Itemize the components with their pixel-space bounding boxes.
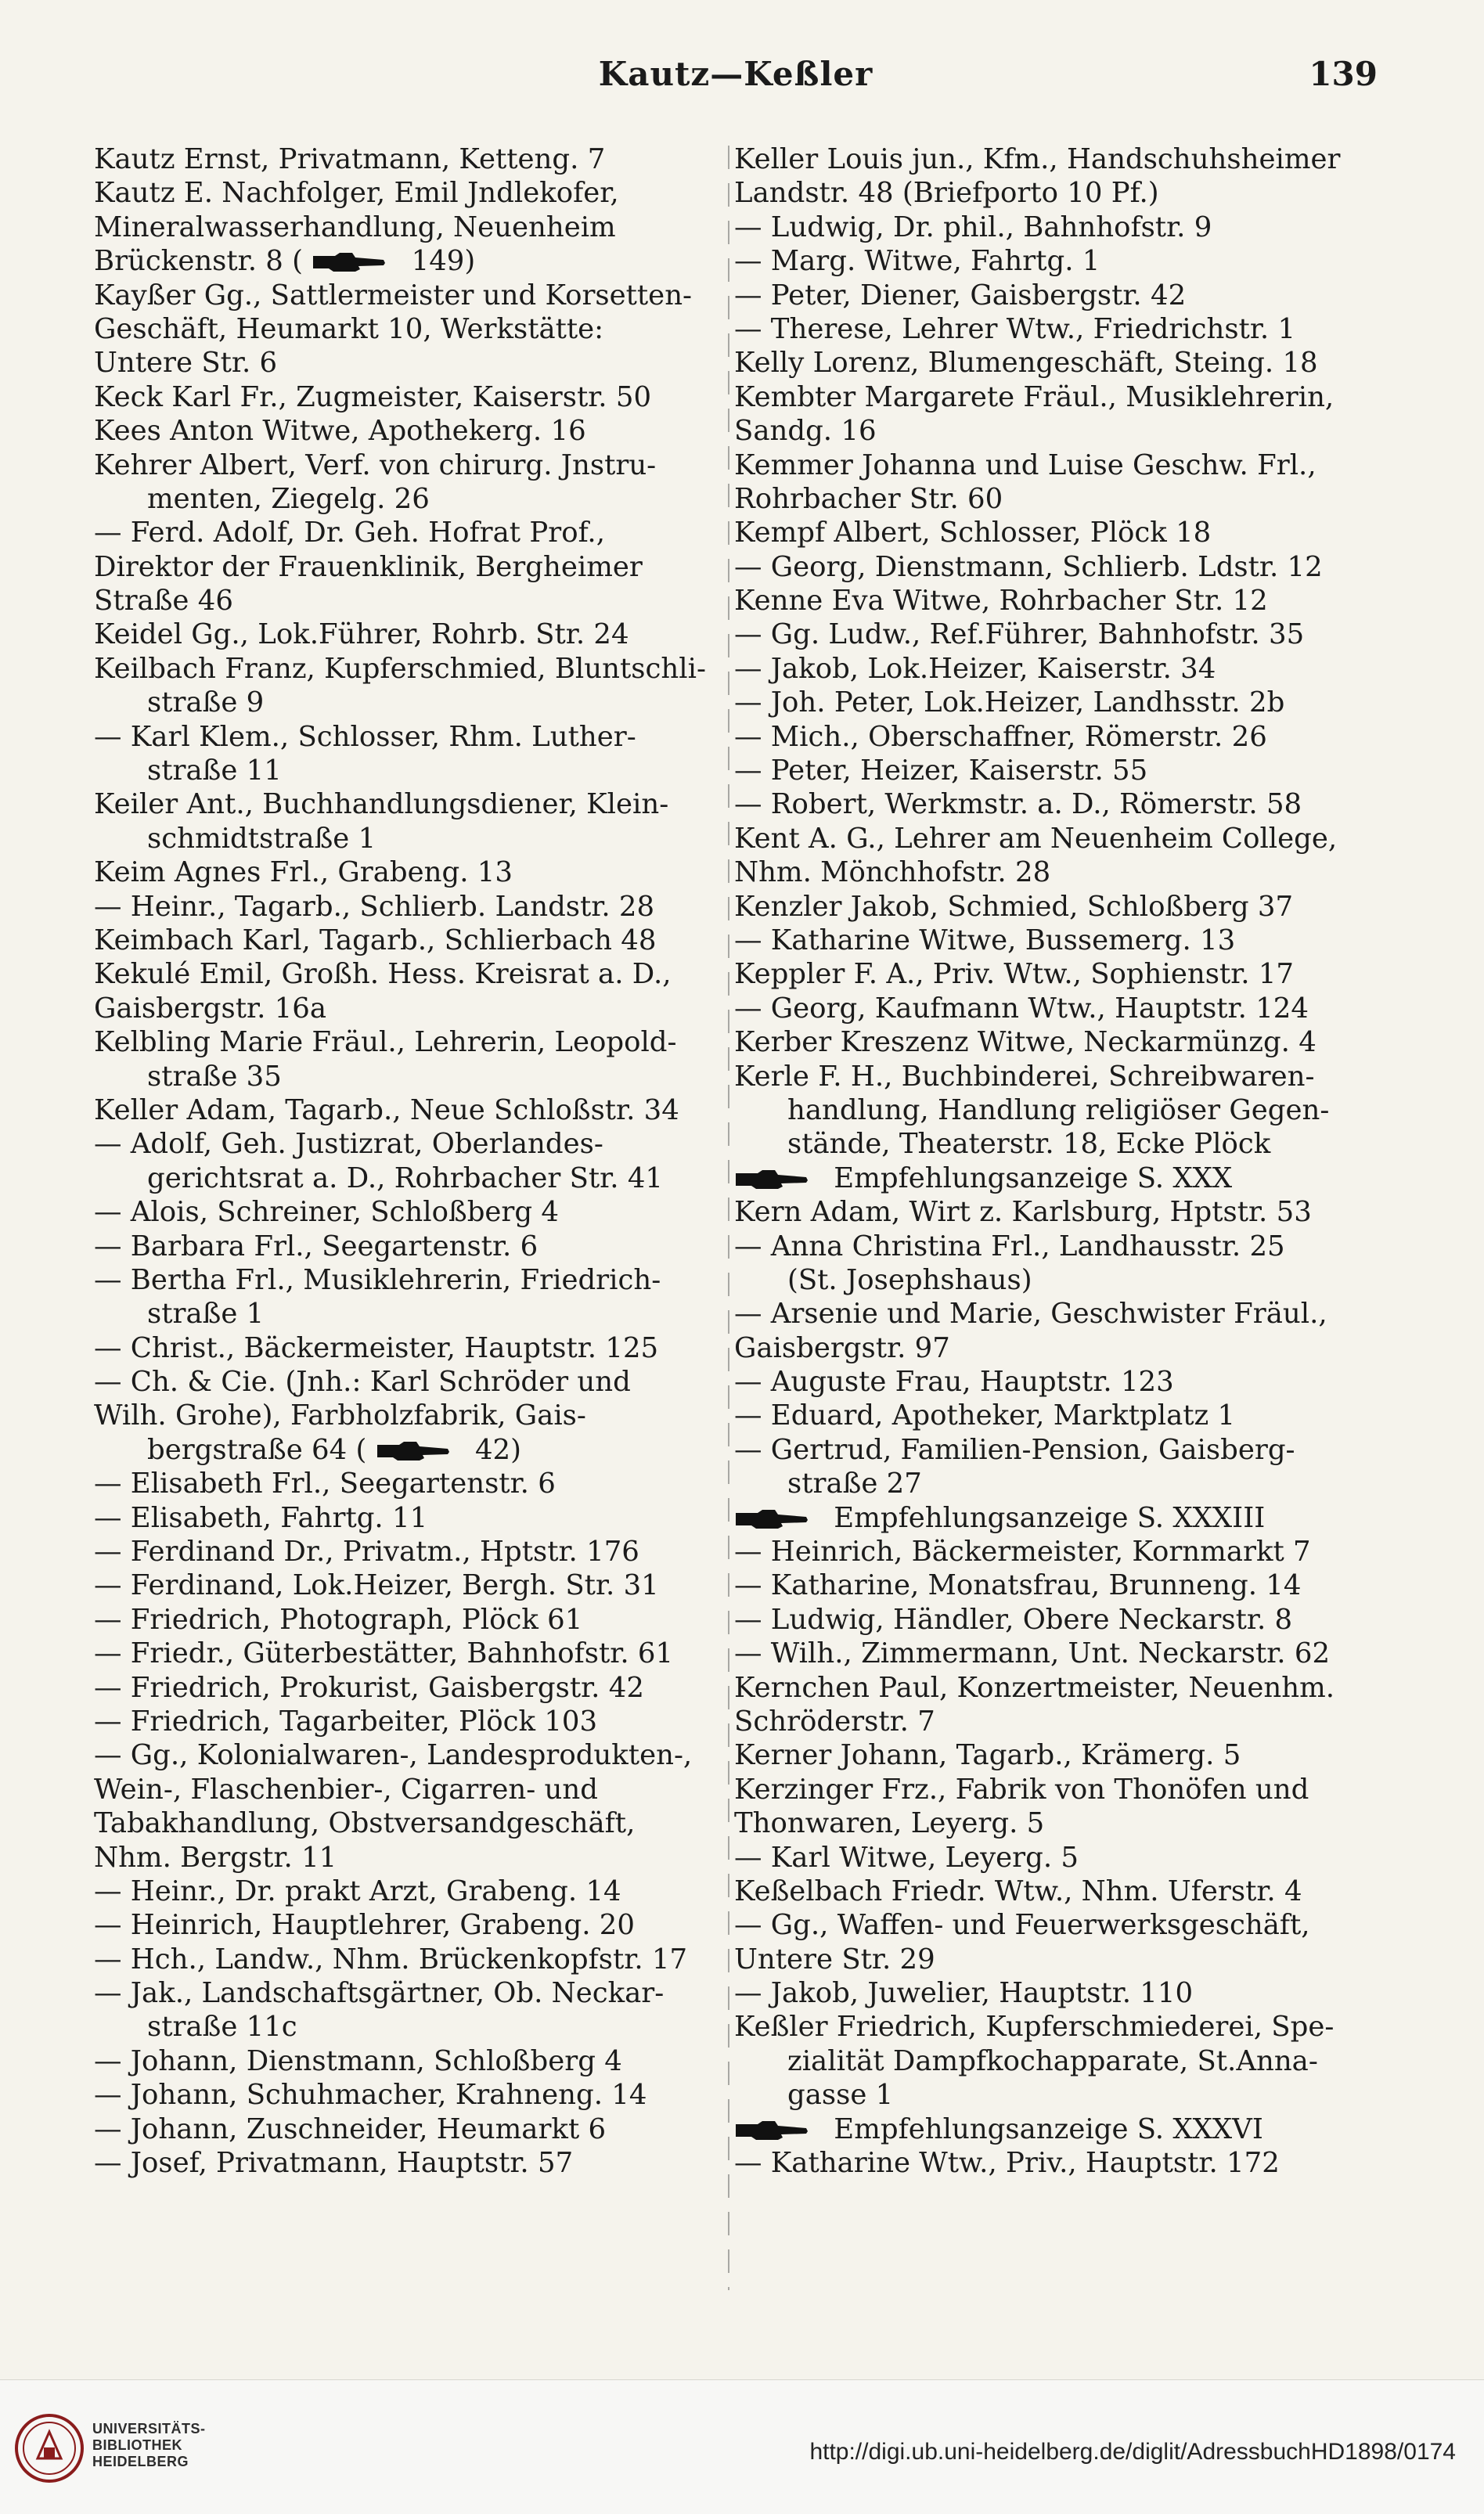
directory-line: — Elisabeth, Fahrtg. 11 (94, 1501, 428, 1534)
directory-line: — Robert, Werkmstr. a. D., Römerstr. 58 (734, 788, 1302, 821)
directory-line: — Katharine Wtw., Priv., Hauptstr. 172 (734, 2147, 1280, 2180)
directory-line: Nhm. Bergstr. 11 (94, 1841, 337, 1874)
directory-line: — Therese, Lehrer Wtw., Friedrichstr. 1 (734, 312, 1296, 345)
directory-line: Gaisbergstr. 97 (734, 1331, 950, 1364)
directory-line: Wein-, Flaschenbier-, Cigarren- und (94, 1773, 598, 1806)
directory-line: Kehrer Albert, Verf. von chirurg. Jnstru- (94, 448, 657, 481)
directory-line: straße 11c (147, 2011, 297, 2044)
pointing-hand-icon (312, 251, 387, 273)
library-name (92, 2421, 206, 2470)
directory-line: — Peter, Heizer, Kaiserstr. 55 (734, 755, 1148, 787)
directory-line: — Karl Witwe, Leyerg. 5 (734, 1841, 1079, 1874)
directory-line: — Adolf, Geh. Justizrat, Oberlandes- (94, 1128, 603, 1161)
directory-line: — Karl Klem., Schlosser, Rhm. Luther- (94, 720, 636, 753)
directory-line: Kempf Albert, Schlosser, Plöck 18 (734, 517, 1212, 549)
library-name-line: HEIDELBERG (92, 2454, 189, 2469)
directory-line: — Georg, Dienstmann, Schlierb. Ldstr. 12 (734, 550, 1323, 583)
directory-line: — Bertha Frl., Musiklehrerin, Friedrich- (94, 1263, 661, 1296)
directory-line: Keim Agnes Frl., Grabeng. 13 (94, 856, 513, 889)
directory-line: straße 1 (147, 1298, 265, 1331)
directory-line: Kern Adam, Wirt z. Karlsburg, Hptstr. 53 (734, 1196, 1312, 1229)
directory-line: gasse 1 (787, 2079, 894, 2112)
directory-line: (St. Josephshaus) (787, 1263, 1032, 1296)
directory-line: Kees Anton Witwe, Apothekerg. 16 (94, 415, 586, 448)
directory-line: bergstraße 64 ( 42) (147, 1433, 521, 1466)
directory-line: Empfehlungsanzeige S. XXXIII (734, 1501, 1378, 1535)
directory-line: — Heinrich, Bäckermeister, Kornmarkt 7 (734, 1536, 1311, 1569)
page-number: 139 (1309, 55, 1378, 93)
directory-line: — Hch., Landw., Nhm. Brückenkopfstr. 17 (94, 1943, 688, 1976)
directory-line: Empfehlungsanzeige S. XXXVI (734, 2112, 1378, 2146)
directory-line: Rohrbacher Str. 60 (734, 482, 1003, 515)
directory-line: Empfehlungsanzeige S. XXX (734, 1162, 1378, 1195)
directory-line: Straße 46 (94, 585, 233, 618)
directory-line: — Gg., Kolonialwaren-, Landesprodukten-, (94, 1739, 693, 1772)
directory-line: — Katharine Witwe, Bussemerg. 13 (734, 924, 1236, 956)
pointing-hand-icon (376, 1440, 451, 1462)
directory-line: menten, Ziegelg. 26 (147, 482, 430, 515)
directory-line: — Jak., Landschaftsgärtner, Ob. Neckar- (94, 1977, 665, 2010)
directory-line: Keck Karl Fr., Zugmeister, Kaiserstr. 50 (94, 380, 652, 413)
directory-line: — Wilh., Zimmermann, Unt. Neckarstr. 62 (734, 1637, 1331, 1670)
right-column (734, 142, 1378, 2180)
directory-line: Keilbach Franz, Kupferschmied, Bluntschli- (94, 652, 706, 685)
directory-line: — Ludwig, Händler, Obere Neckarstr. 8 (734, 1603, 1293, 1636)
directory-line: Keiler Ant., Buchhandlungsdiener, Klein- (94, 788, 669, 821)
directory-line: stände, Theaterstr. 18, Ecke Plöck (787, 1128, 1271, 1161)
directory-line: — Gertrud, Familien-Pension, Gaisberg- (734, 1433, 1295, 1466)
running-title: Kautz—Keßler (598, 55, 873, 93)
footer (0, 2379, 1484, 2514)
directory-line: Kerle F. H., Buchbinderei, Schreibwaren- (734, 1060, 1315, 1093)
directory-line: Kembter Margarete Fräul., Musiklehrerin, (734, 380, 1335, 413)
directory-line: — Friedrich, Prokurist, Gaisbergstr. 42 (94, 1671, 644, 1704)
directory-line: Keller Adam, Tagarb., Neue Schloßstr. 34 (94, 1093, 679, 1126)
directory-line: Schröderstr. 7 (734, 1705, 935, 1738)
library-name-line: BIBLIOTHEK (92, 2437, 182, 2453)
directory-line: — Elisabeth Frl., Seegartenstr. 6 (94, 1468, 556, 1500)
directory-line: Wilh. Grohe), Farbholzfabrik, Gais- (94, 1399, 586, 1432)
column-divider (728, 146, 729, 2290)
directory-line: — Auguste Frau, Hauptstr. 123 (734, 1366, 1174, 1399)
directory-line: Kekulé Emil, Großh. Hess. Kreisrat a. D., (94, 958, 672, 991)
directory-line: Kenzler Jakob, Schmied, Schloßberg 37 (734, 890, 1294, 923)
directory-line: — Peter, Diener, Gaisbergstr. 42 (734, 279, 1187, 312)
directory-line: straße 11 (147, 755, 282, 787)
directory-line: — Gg. Ludw., Ref.Führer, Bahnhofstr. 35 (734, 618, 1305, 651)
directory-line: — Eduard, Apotheker, Marktplatz 1 (734, 1399, 1236, 1432)
directory-line: Kelbling Marie Fräul., Lehrerin, Leopold- (94, 1026, 677, 1059)
directory-line: — Georg, Kaufmann Wtw., Hauptstr. 124 (734, 992, 1309, 1025)
directory-line: Kautz Ernst, Privatmann, Ketteng. 7 (94, 143, 606, 175)
directory-line: straße 35 (147, 1060, 282, 1093)
directory-line: Keidel Gg., Lok.Führer, Rohrb. Str. 24 (94, 618, 629, 651)
directory-line: Keller Louis jun., Kfm., Handschuhsheimer (734, 143, 1341, 175)
directory-line: — Joh. Peter, Lok.Heizer, Landhsstr. 2b (734, 686, 1285, 719)
directory-line: straße 9 (147, 686, 265, 719)
directory-line: — Anna Christina Frl., Landhausstr. 25 (734, 1230, 1285, 1262)
directory-line: — Friedrich, Photograph, Plöck 61 (94, 1603, 583, 1636)
directory-line: — Mich., Oberschaffner, Römerstr. 26 (734, 720, 1267, 753)
source-url[interactable]: http://digi.ub.uni-heidelberg.de/diglit/AdressbuchHD1898/0174 (809, 2439, 1456, 2465)
directory-line: — Heinr., Tagarb., Schlierb. Landstr. 28 (94, 890, 655, 923)
directory-line: — Gg., Waffen- und Feuerwerksgeschäft, (734, 1909, 1310, 1942)
directory-line: — Friedr., Güterbestätter, Bahnhofstr. 61 (94, 1637, 674, 1670)
directory-line: gerichtsrat a. D., Rohrbacher Str. 41 (147, 1162, 663, 1194)
directory-line: — Marg. Witwe, Fahrtg. 1 (734, 245, 1100, 278)
directory-line: — Johann, Dienstmann, Schloßberg 4 (94, 2044, 622, 2077)
directory-line: Kerber Kreszenz Witwe, Neckarmünzg. 4 (734, 1026, 1317, 1059)
directory-line: Kemmer Johanna und Luise Geschw. Frl., (734, 448, 1317, 481)
directory-line: Keppler F. A., Priv. Wtw., Sophienstr. 17 (734, 958, 1295, 991)
directory-line: — Christ., Bäckermeister, Hauptstr. 125 (94, 1331, 659, 1364)
directory-line: Kerner Johann, Tagarb., Krämerg. 5 (734, 1739, 1241, 1772)
directory-line: Kautz E. Nachfolger, Emil Jndlekofer, (94, 177, 619, 210)
directory-line: Brückenstr. 8 ( 149) (94, 245, 476, 278)
directory-line: — Ferd. Adolf, Dr. Geh. Hofrat Prof., (94, 517, 606, 549)
directory-line: schmidtstraße 1 (147, 822, 376, 855)
page-header (94, 47, 1378, 114)
directory-line: handlung, Handlung religiöser Gegen- (787, 1093, 1330, 1126)
directory-line: Gaisbergstr. 16a (94, 992, 326, 1025)
directory-line: — Heinrich, Hauptlehrer, Grabeng. 20 (94, 1909, 635, 1942)
directory-line: — Heinr., Dr. prakt Arzt, Grabeng. 14 (94, 1875, 621, 1907)
directory-line: — Ludwig, Dr. phil., Bahnhofstr. 9 (734, 211, 1212, 243)
directory-line: Kent A. G., Lehrer am Neuenheim College, (734, 822, 1338, 855)
directory-line: — Johann, Zuschneider, Heumarkt 6 (94, 2112, 607, 2145)
directory-line: — Ferdinand, Lok.Heizer, Bergh. Str. 31 (94, 1569, 659, 1602)
directory-line: — Katharine, Monatsfrau, Brunneng. 14 (734, 1569, 1302, 1602)
directory-line: Keimbach Karl, Tagarb., Schlierbach 48 (94, 924, 657, 956)
left-column (94, 142, 726, 2180)
directory-line: Nhm. Mönchhofstr. 28 (734, 856, 1051, 889)
directory-line: — Josef, Privatmann, Hauptstr. 57 (94, 2147, 574, 2180)
directory-line: Mineralwasserhandlung, Neuenheim (94, 211, 616, 243)
directory-line: Untere Str. 29 (734, 1943, 935, 1976)
directory-line: — Jakob, Lok.Heizer, Kaiserstr. 34 (734, 652, 1216, 685)
directory-line: — Johann, Schuhmacher, Krahneng. 14 (94, 2079, 647, 2112)
directory-line: Keßler Friedrich, Kupferschmiederei, Spe- (734, 2011, 1335, 2044)
directory-line: Tabakhandlung, Obstversandgeschäft, (94, 1807, 636, 1840)
directory-line: zialität Dampfkochapparate, St.Anna- (787, 2044, 1318, 2077)
directory-line: Kerzinger Frz., Fabrik von Thonöfen und (734, 1773, 1309, 1806)
directory-line: — Friedrich, Tagarbeiter, Plöck 103 (94, 1705, 598, 1738)
directory-line: Kelly Lorenz, Blumengeschäft, Steing. 18 (734, 347, 1318, 380)
directory-line: — Ch. & Cie. (Jnh.: Karl Schröder und (94, 1366, 631, 1399)
directory-line: — Jakob, Juwelier, Hauptstr. 110 (734, 1977, 1194, 2010)
directory-line: — Arsenie und Marie, Geschwister Fräul., (734, 1298, 1327, 1331)
directory-line: Kernchen Paul, Konzertmeister, Neuenhm. (734, 1671, 1335, 1704)
directory-line: Thonwaren, Leyerg. 5 (734, 1807, 1045, 1840)
pointing-hand-icon (734, 1508, 809, 1530)
directory-line: — Ferdinand Dr., Privatm., Hptstr. 176 (94, 1536, 639, 1569)
directory-line: Sandg. 16 (734, 415, 877, 448)
directory-line: Direktor der Frauenklinik, Bergheimer (94, 550, 643, 583)
directory-line: Kenne Eva Witwe, Rohrbacher Str. 12 (734, 585, 1268, 618)
directory-line: Untere Str. 6 (94, 347, 278, 380)
directory-line: Geschäft, Heumarkt 10, Werkstätte: (94, 312, 604, 345)
directory-line: — Alois, Schreiner, Schloßberg 4 (94, 1196, 560, 1229)
pointing-hand-icon (734, 1169, 809, 1190)
directory-line: Keßelbach Friedr. Wtw., Nhm. Uferstr. 4 (734, 1875, 1302, 1907)
directory-line: — Barbara Frl., Seegartenstr. 6 (94, 1230, 538, 1262)
library-name-line: UNIVERSITÄTS- (92, 2421, 206, 2437)
university-seal-icon (14, 2413, 85, 2483)
pointing-hand-icon (734, 2120, 809, 2141)
directory-line: Kayßer Gg., Sattlermeister und Korsetten- (94, 279, 693, 312)
directory-line: Landstr. 48 (Briefporto 10 Pf.) (734, 177, 1159, 210)
directory-line: straße 27 (787, 1468, 922, 1500)
